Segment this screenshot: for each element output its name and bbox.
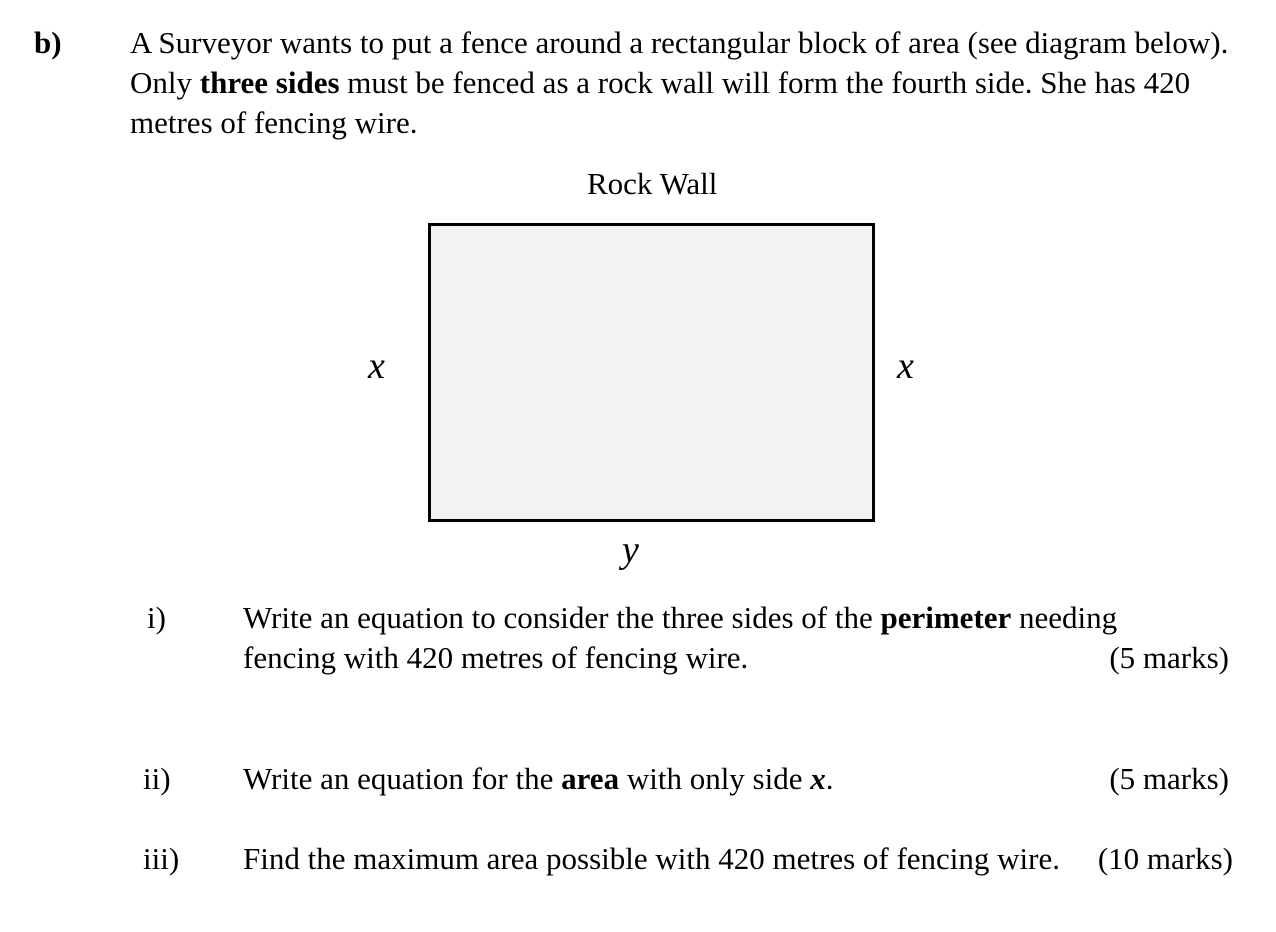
question-1-pre: Write an equation to consider the three sides of the xyxy=(243,600,881,635)
question-1-line-2: fencing with 420 metres of fencing wire. xyxy=(243,640,749,675)
question-2-marks: (5 marks) xyxy=(1109,761,1229,796)
question-2-mid: with only side xyxy=(619,761,811,796)
side-x-right-label: x xyxy=(897,345,914,387)
question-2-text xyxy=(243,759,834,799)
question-3-number: iii) xyxy=(143,841,180,876)
question-2-area: area xyxy=(561,761,620,796)
question-2-pre: Write an equation for the xyxy=(243,761,562,796)
intro-line-3: metres of fencing wire. xyxy=(130,105,418,140)
question-3-text: Find the maximum area possible with 420 metres of fencing wire. xyxy=(243,841,1061,876)
intro-three-sides: three sides xyxy=(199,65,340,100)
question-1-line-1 xyxy=(243,598,1117,638)
question-2-number: ii) xyxy=(143,761,171,796)
rock-wall-label: Rock Wall xyxy=(587,166,718,201)
intro-line-2-pre: Only xyxy=(130,65,200,100)
part-label: b) xyxy=(34,25,62,60)
question-1-marks: (5 marks) xyxy=(1109,640,1229,675)
intro-line-2-post: must be fenced as a rock wall will form the fourth side. She has 420 xyxy=(339,65,1191,100)
side-x-left-label: x xyxy=(368,345,385,387)
question-1-post: needing xyxy=(1011,600,1118,635)
question-1-number: i) xyxy=(147,600,166,635)
rectangular-block xyxy=(428,223,875,522)
question-2-post: . xyxy=(825,761,834,796)
question-2-var: x xyxy=(810,761,826,796)
intro-line-2 xyxy=(130,63,1190,103)
question-1-perimeter: perimeter xyxy=(880,600,1012,635)
intro-line-1: A Surveyor wants to put a fence around a rectangular block of area (see diagram below). xyxy=(130,25,1229,60)
question-3-marks: (10 marks) xyxy=(1097,841,1233,876)
side-y-bottom-label: y xyxy=(622,529,639,571)
